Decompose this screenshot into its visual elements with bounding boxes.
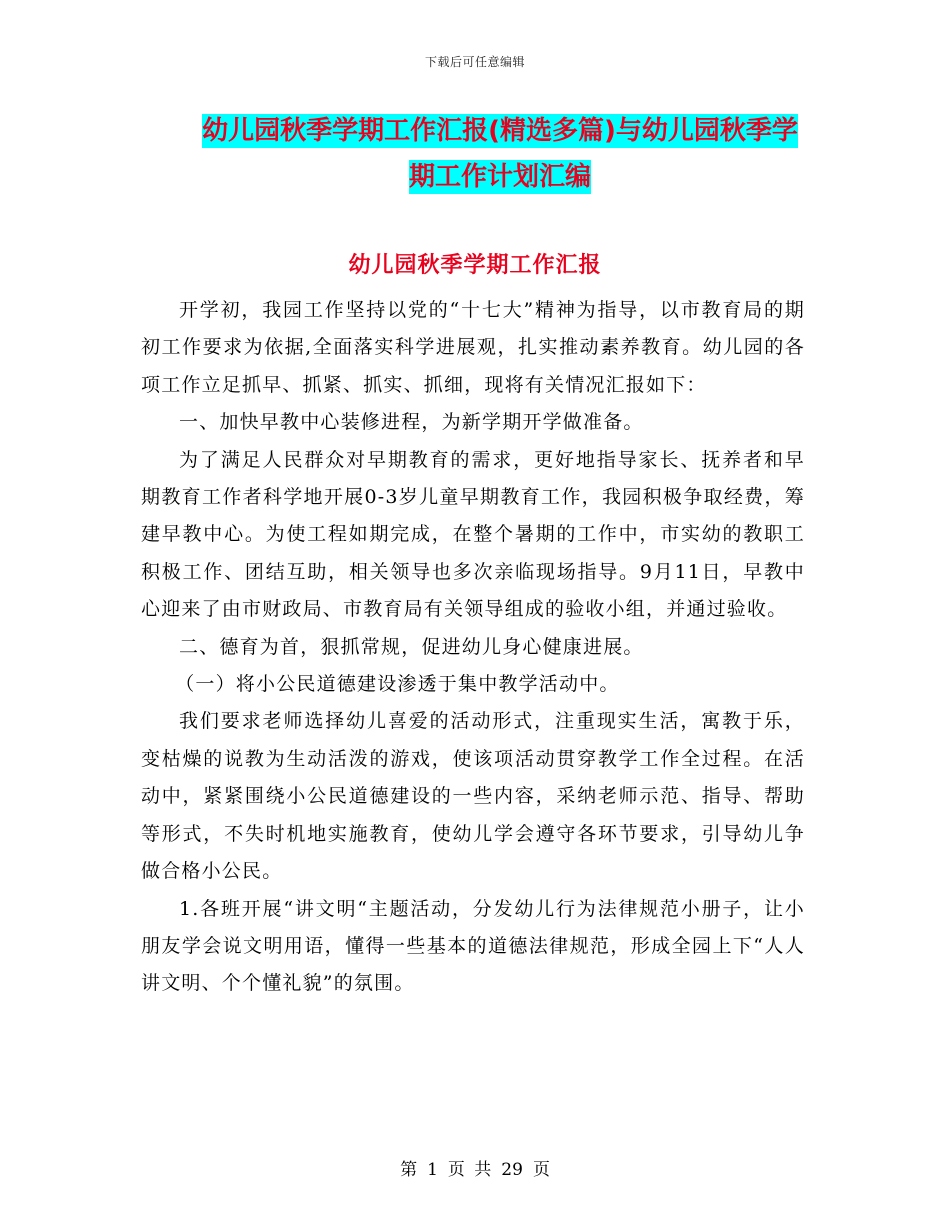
paragraph-early-education: 为了满足人民群众对早期教育的需求，更好地指导家长、抚养者和早期教育工作者科学地开展0-3岁儿童早期教育工作，我园积极争取经费，筹建早教中心。为使工程如期完成，在整个暑期的工作中，市实幼的教职工积极工作、团结互助，相关领导也多次亲临现场指导。9月11日，早教中心迎来了由市财政局、市教育局有关领导组成的验收小组，并通过验收。: [141, 448, 805, 621]
heading-one: 一、加快早教中心装修进程，为新学期开学做准备。: [179, 411, 644, 434]
document-title-line-1: 幼儿园秋季学期工作汇报(精选多篇)与幼儿园秋季学: [202, 116, 798, 146]
footer-prefix: 第: [400, 1160, 418, 1180]
footer-suffix: 页: [532, 1160, 550, 1180]
page-footer: [0, 1155, 950, 1180]
section-title: 幼儿园秋季学期工作汇报: [348, 253, 602, 278]
footer-middle: 页 共: [447, 1160, 492, 1180]
heading-two: 二、德育为首，狠抓常规，促进幼儿身心健康进展。: [179, 635, 644, 658]
document-title: [140, 108, 860, 200]
page-number: 1: [427, 1160, 438, 1180]
subheading-one: （一）将小公民道德建设渗透于集中教学活动中。: [175, 673, 620, 696]
header-note: 下载后可任意编辑: [424, 55, 525, 69]
paragraph-intro: 开学初，我园工作坚持以党的“十七大”精神为指导，以市教育局的期初工作要求为依据,全面落实科学进展观，扎实推动素养教育。幼儿园的各项工作立足抓早、抓紧、抓实、抓细，现将有关情况汇报如下：: [141, 299, 805, 396]
paragraph-teaching: 我们要求老师选择幼儿喜爱的活动形式，注重现实生活，寓教于乐，变枯燥的说教为生动活泼的游戏，使该项活动贯穿教学工作全过程。在活动中，紧紧围绕小公民道德建设的一些内容，采纳老师示范、指导、帮助等形式，不失时机地实施教育，使幼儿学会遵守各环节要求，引导幼儿争做合格小公民。: [141, 710, 805, 883]
document-title-line-2: 期工作计划汇编: [408, 162, 591, 192]
document-body: [141, 292, 805, 1003]
paragraph-item-1: 1.各班开展“讲文明“主题活动，分发幼儿行为法律规范小册子，让小朋友学会说文明用语，懂得一些基本的道德法律规范，形成全园上下“人人讲文明、个个懂礼貌”的氛围。: [141, 897, 805, 995]
total-pages: 29: [501, 1160, 523, 1180]
